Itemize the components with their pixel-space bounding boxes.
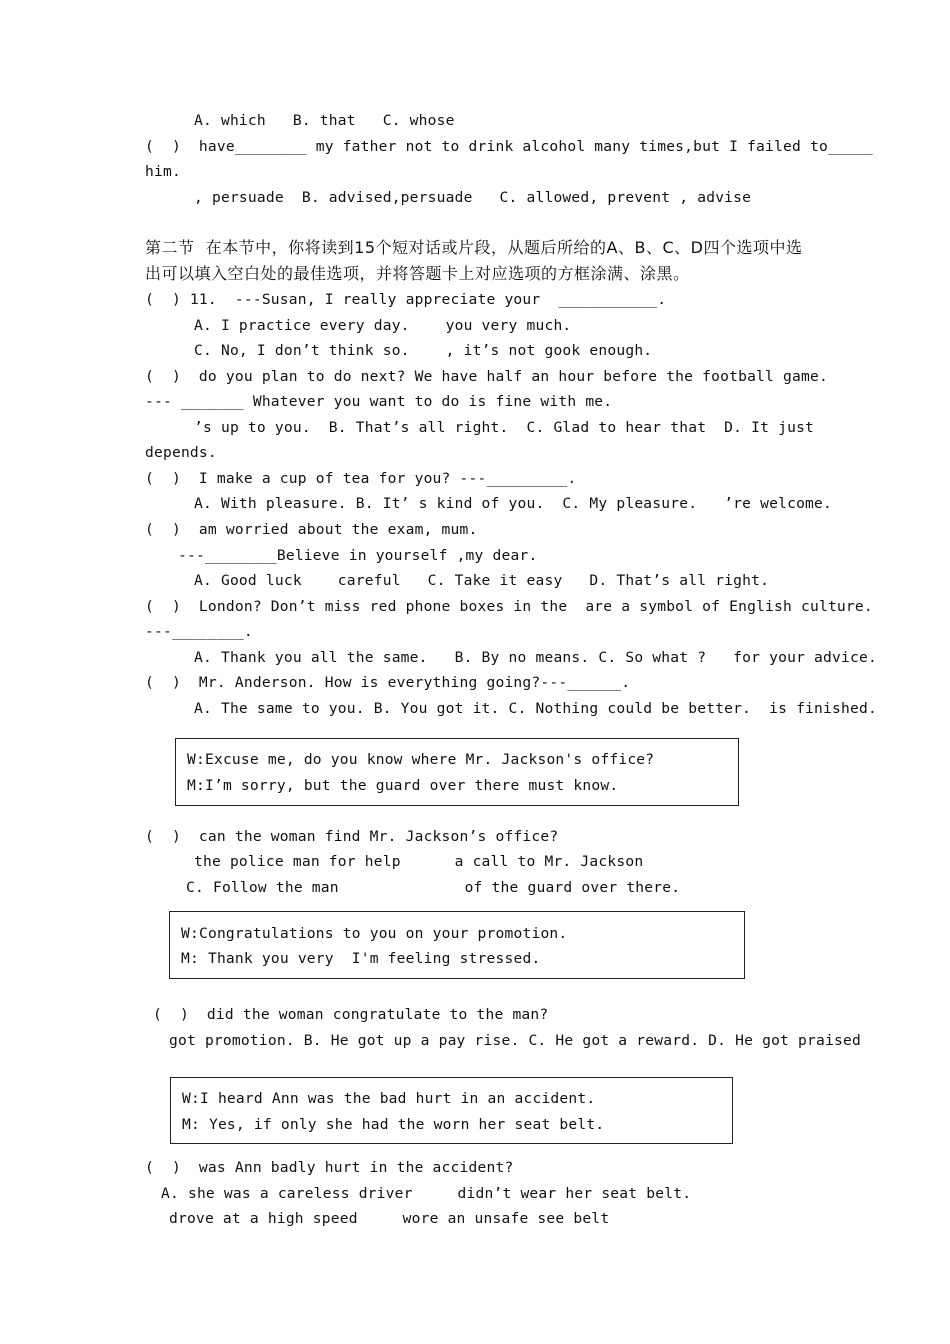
q-stem-line: ( ) do you plan to do next? We have half an hour before the football game.: [145, 368, 828, 385]
q-stem-line: ( ) did the woman congratulate to the man?: [153, 1006, 549, 1023]
q-stem-line: ( ) was Ann badly hurt in the accident?: [145, 1159, 514, 1176]
q-stem-line: ( ) I make a cup of tea for you? ---_________.: [145, 470, 577, 487]
q-stem-line: ---________Believe in yourself ,my dear.: [178, 547, 538, 564]
dialogue-line: M: Yes, if only she had the worn her seat belt.: [182, 1116, 605, 1133]
section-instructions: 出可以填入空白处的最佳选项，并将答题卡上对应选项的方框涂满、涂黑。: [145, 264, 690, 283]
q-options-line: A. I practice every day. you very much.: [194, 317, 572, 334]
dialogue-box: [170, 1077, 733, 1144]
section-heading: 第二节 在本节中，你将读到15个短对话或片段，从题后所给的A、B、C、D四个选项中选: [145, 238, 803, 257]
dialogue-box: [169, 911, 745, 979]
q-options-line: depends.: [145, 444, 217, 461]
q-options-line: A. Good luck careful C. Take it easy D. That’s all right.: [194, 572, 770, 589]
q-options-line: A. Thank you all the same. B. By no means. C. So what ? for your advice.: [194, 649, 877, 666]
dialogue-line: M:I’m sorry, but the guard over there must know.: [187, 777, 619, 794]
q-stem-line: ( ) can the woman find Mr. Jackson’s office?: [145, 828, 559, 845]
q-options-line: A. she was a careless driver didn’t wear her seat belt.: [161, 1185, 692, 1202]
q-stem-line: --- _______ Whatever you want to do is fine with me.: [145, 393, 613, 410]
q-options-line: the police man for help a call to Mr. Jackson: [194, 853, 644, 870]
q-stem-line: ( ) have________ my father not to drink alcohol many times,but I failed to_____: [145, 138, 873, 155]
q-options-line: , persuade B. advised,persuade C. allowed, prevent , advise: [194, 189, 752, 206]
dialogue-line: W:I heard Ann was the bad hurt in an accident.: [182, 1090, 596, 1107]
dialogue-line: M: Thank you very I'm feeling stressed.: [181, 950, 541, 967]
q-stem-line: ---________.: [145, 623, 253, 640]
q-stem-line: him.: [145, 163, 181, 180]
q-options-line: C. No, I don’t think so. , it’s not gook enough.: [194, 342, 653, 359]
q-options-line: A. The same to you. B. You got it. C. Nothing could be better. is finished.: [194, 700, 877, 717]
q-options-line: got promotion. B. He got up a pay rise. C. He got a reward. D. He got praised: [169, 1032, 861, 1049]
q-stem-line: ( ) am worried about the exam, mum.: [145, 521, 478, 538]
q-options-line: A. With pleasure. B. It’ s kind of you. C. My pleasure. ’re welcome.: [194, 495, 833, 512]
dialogue-box: [175, 738, 739, 806]
q-options-line: A. which B. that C. whose: [194, 112, 455, 129]
q-options-line: ’s up to you. B. That’s all right. C. Glad to hear that D. It just: [194, 419, 815, 436]
q-stem-line: ( ) Mr. Anderson. How is everything going?---______.: [145, 674, 631, 691]
q-stem-line: ( ) 11. ---Susan, I really appreciate your ___________.: [145, 291, 667, 308]
q-options-line: drove at a high speed wore an unsafe see belt: [169, 1210, 610, 1227]
q-stem-line: ( ) London? Don’t miss red phone boxes in the are a symbol of English culture.: [145, 598, 873, 615]
q-options-line: C. Follow the man of the guard over there.: [186, 879, 681, 896]
dialogue-line: W:Congratulations to you on your promotion.: [181, 925, 568, 942]
dialogue-line: W:Excuse me, do you know where Mr. Jackson's office?: [187, 751, 655, 768]
